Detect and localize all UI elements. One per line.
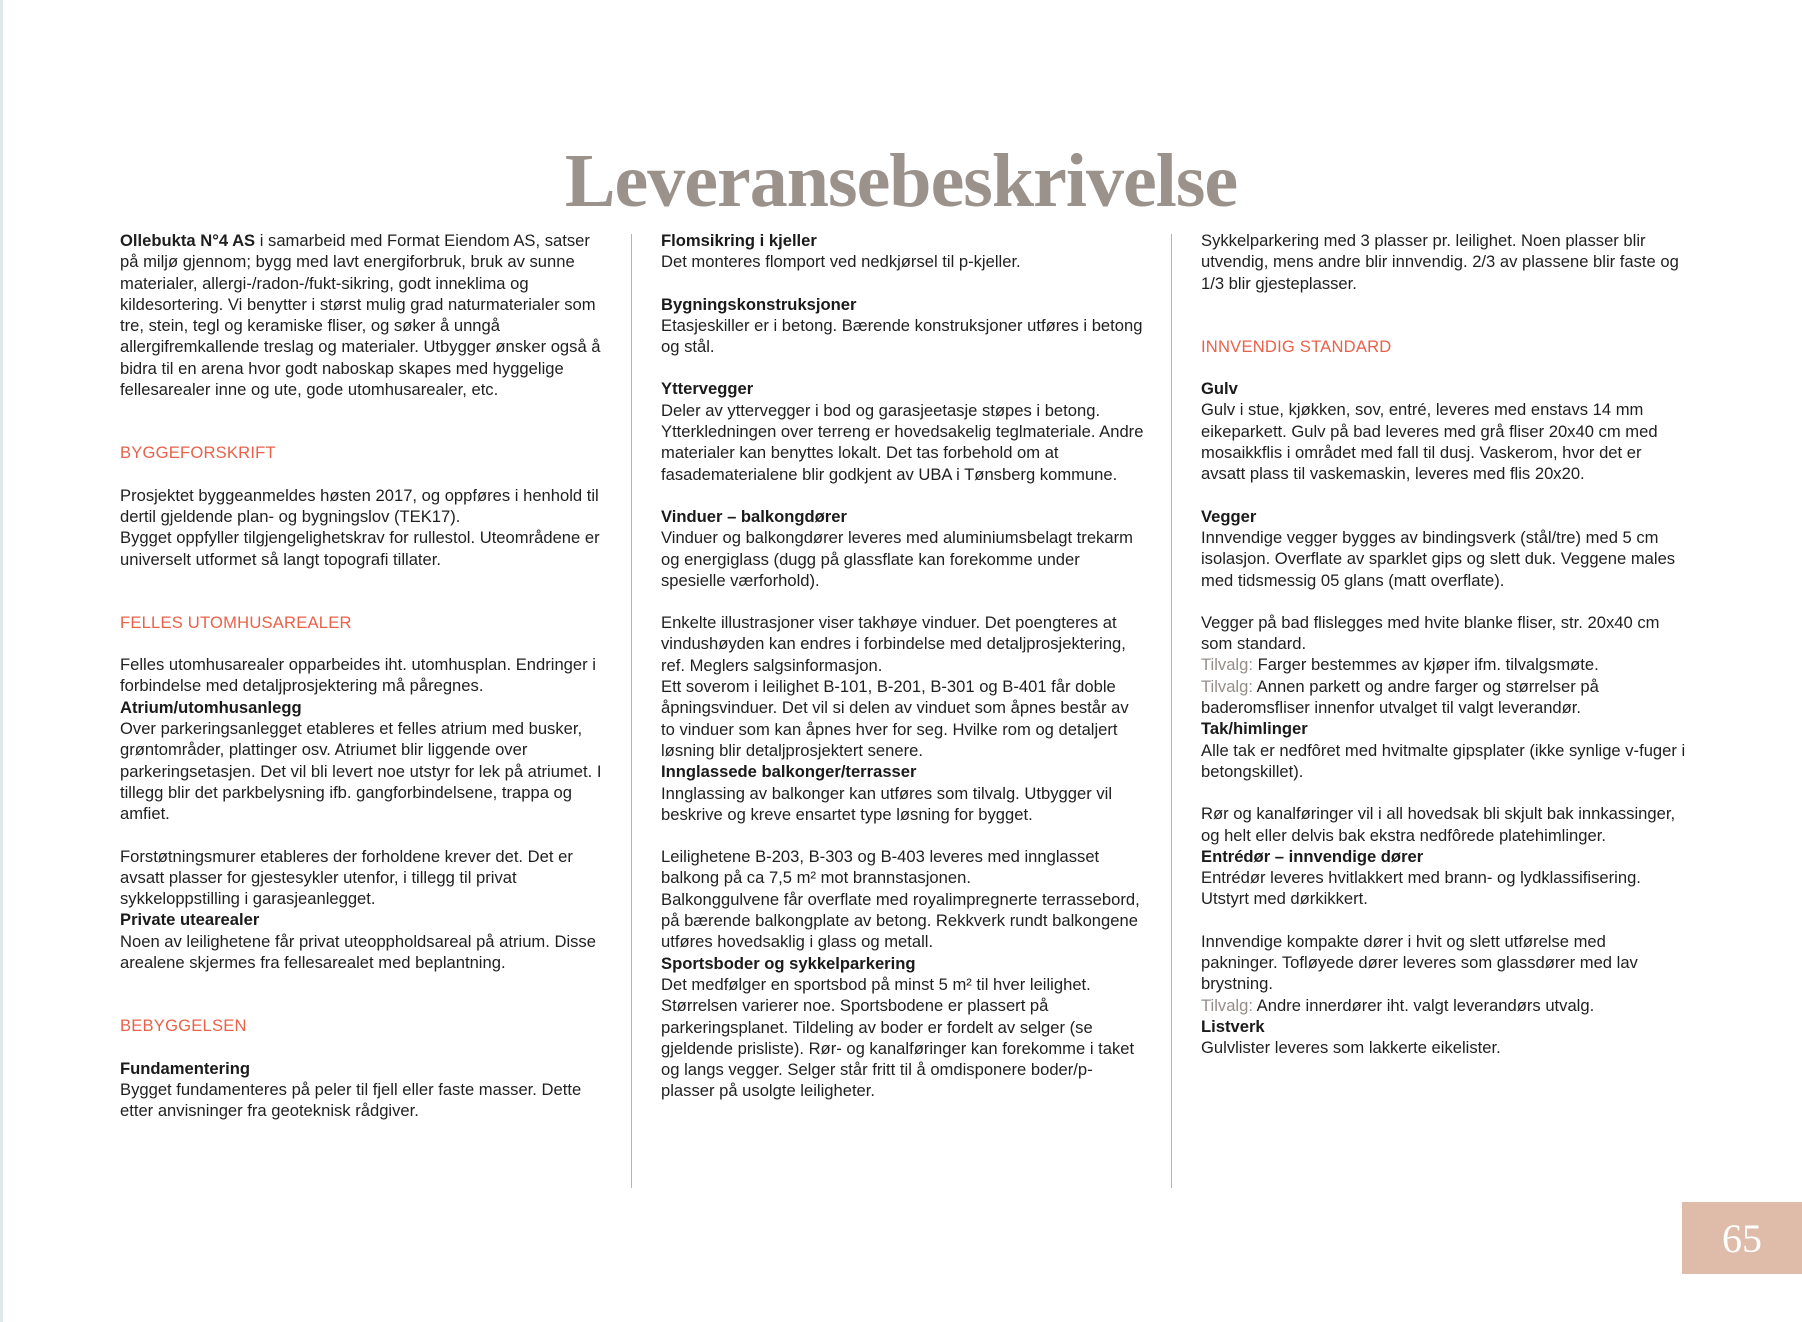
column-left <box>120 230 605 1143</box>
page-number: 65 <box>1682 1202 1802 1274</box>
paragraph: Prosjektet byggeanmeldes høsten 2017, og oppføres i henhold til dertil gjeldende plan- og bygningslov (TEK17). <box>120 485 599 526</box>
subsection-bygningskonstruksjoner <box>661 294 1146 358</box>
section-heading-innvendig-standard: INNVENDIG STANDARD <box>1201 336 1392 356</box>
section-heading-felles-utomhusarealer: FELLES UTOMHUSAREALER <box>120 612 352 632</box>
paragraph: Gulv i stue, kjøkken, sov, entré, leveres med enstavs 14 mm eikeparkett. Gulv på bad leveres med grå fliser 20x40 cm med mosaikkflis i området med fall til dusj. Vaskerom, hvor det er avsatt plass til vaskemaskin, leveres med flis 20x20. <box>1201 400 1658 484</box>
tilvalg-note: Tilvalg: Farger bestemmes av kjøper ifm. tilvalgsmøte. <box>1201 655 1599 675</box>
paragraph: Vinduer og balkongdører leveres med aluminiumsbelagt trekarm og energiglass (dugg på glassflate kan forekomme under spesielle værforhold). <box>661 528 1133 590</box>
tilvalg-note: Tilvalg: Andre innerdører iht. valgt leverandørs utvalg. <box>1201 995 1595 1015</box>
subheading: Innglassede balkonger/terrasser <box>661 762 917 782</box>
intro-paragraph: Ollebukta N°4 AS i samarbeid med Format Eiendom AS, satser på miljø gjennom; bygg med lavt energiforbruk, bruk av sunne materialer, allergi-/radon-/fukt-sikring, godt inneklima og kildesortering. Vi benytter i størst mulig grad naturmaterialer som tre, stein, tegl og keramiske fliser, og søker å unngå allergifremkallende treslag og materialer. Utbygger ønsker også å bidra til en arena hvor godt naboskap skapes med hyggelige fellesarealer inne og ute, gode utomhusarealer, etc. <box>120 231 601 400</box>
subheading: Flomsikring i kjeller <box>661 231 817 250</box>
paragraph: Etasjeskiller er i betong. Bærende konstruksjoner utføres i betong og stål. <box>661 315 1143 357</box>
paragraph: Ett soverom i leilighet B-101, B-201, B-301 og B-401 får doble åpningsvinduer. Det vil si delen av vinduet som åpnes består av to vinduer som kan åpnes hver for seg. Hvilke rom og detaljert løsning blir detaljprosjektert senere. <box>661 677 1129 760</box>
paragraph: Innvendige vegger bygges av bindingsverk (stål/tre) med 5 cm isolasjon. Overflate av sparklet gips og slett duk. Veggene males med tidsmessig 05 glans (matt overflate). <box>1201 527 1676 590</box>
paragraph: Over parkeringsanlegget etableres et felles atrium med busker, grøntområder, plattinger osv. Atriumet blir liggende over parkeringsetasjen. Det vil bli levert noe utstyr for lek på atriumet. I tillegg blir det parkbelysning ifb. gangforbindelsene, trappa og amfiet. <box>120 719 602 824</box>
paragraph: Bygget fundamenteres på peler til fjell eller faste masser. Dette etter anvisninger fra geoteknisk rådgiver. <box>120 1079 582 1121</box>
column-middle <box>661 230 1146 1123</box>
subsection-fundamentering <box>120 1058 605 1122</box>
paragraph: Gulvlister leveres som lakkerte eikelister. <box>1201 1038 1501 1058</box>
tilvalg-label: Tilvalg: <box>1201 676 1253 696</box>
subheading: Vegger <box>1201 506 1257 526</box>
subsection-vinduer <box>661 506 1146 591</box>
subsection-atrium <box>120 697 605 825</box>
subheading: Gulv <box>1201 379 1238 399</box>
paragraph: Noen av leilighetene får privat uteoppholdsareal på atrium. Disse arealene skjermes fra fellesarealet med beplantning. <box>120 931 596 973</box>
column-right <box>1201 230 1686 1080</box>
paragraph: Innglassing av balkonger kan utføres som tilvalg. Utbygger vil beskrive og kreve ensartet type løsning for bygget. <box>661 783 1113 824</box>
paragraph: Forstøtningsmurer etableres der forholdene krever det. Det er avsatt plasser for gjestesykler utenfor, i tillegg til privat sykkeloppstilling i garasjeanlegget. <box>120 846 573 909</box>
subsection-gulv <box>1201 378 1686 484</box>
subheading: Fundamentering <box>120 1058 250 1078</box>
subheading: Listverk <box>1201 1016 1265 1036</box>
company-name: Ollebukta N°4 AS <box>120 231 256 250</box>
paragraph: Det monteres flomport ved nedkjørsel til p-kjeller. <box>661 252 1021 272</box>
paragraph: Vegger på bad flislegges med hvite blanke fliser, str. 20x40 cm som standard. <box>1201 612 1660 654</box>
subheading: Entrédør – innvendige dører <box>1201 846 1424 866</box>
subheading: Yttervegger <box>661 379 754 399</box>
paragraph: Rør og kanalføringer vil i all hovedsak bli skjult bak innkassinger, og helt eller delvis bak ekstra nedfôrede platehimlinger. <box>1201 804 1676 845</box>
subheading: Tak/himlinger <box>1201 719 1308 739</box>
section-heading-bebyggelsen: BEBYGGELSEN <box>120 1016 247 1036</box>
paragraph: Deler av yttervegger i bod og garasjeetasje støpes i betong. Ytterkledningen over terreng er hovedsakelig teglmateriale. Andre materialer kan benyttes lokalt. Det tas forbehold om at fasadematerialene blir godkjent av UBA i Tønsberg kommune. <box>661 400 1144 484</box>
subheading: Bygningskonstruksjoner <box>661 294 857 314</box>
column-divider <box>1171 234 1172 1188</box>
subsection-innglassede-balkonger <box>661 761 1146 825</box>
subheading: Sportsboder og sykkelparkering <box>661 953 916 973</box>
subsection-flomsikring <box>661 230 1146 273</box>
subsection-yttervegger <box>661 378 1146 484</box>
paragraph: Enkelte illustrasjoner viser takhøye vinduer. Det poengteres at vindushøyden kan endres i forbindelse med detaljprosjektering, ref. Meglers salgsinformasjon. <box>661 613 1126 675</box>
paragraph: Sykkelparkering med 3 plasser pr. leilighet. Noen plasser blir utvendig, mens andre blir innvendig. 2/3 av plassene blir faste og 1/3 blir gjesteplasser. <box>1201 231 1679 293</box>
subsection-vegger <box>1201 506 1686 591</box>
paragraph: Innvendige kompakte dører i hvit og slett utførelse med pakninger. Tofløyede dører leveres som glassdører med lav brystning. <box>1201 931 1638 994</box>
section-heading-byggeforskrift: BYGGEFORSKRIFT <box>120 443 276 463</box>
subsection-private-utearealer <box>120 909 605 973</box>
subsection-entredor <box>1201 846 1686 910</box>
subheading: Vinduer – balkongdører <box>661 506 847 526</box>
paragraph: Felles utomhusarealer opparbeides iht. utomhusplan. Endringer i forbindelse med detaljprosjektering må påregnes. <box>120 655 596 696</box>
subsection-tak-himlinger <box>1201 718 1686 782</box>
paragraph: Bygget oppfyller tilgjengelighetskrav for rullestol. Uteområdene er universelt utformet så langt topografi tillater. <box>120 528 600 569</box>
paragraph: Det medfølger en sportsbod på minst 5 m² til hver leilighet. Størrelsen varierer noe. Sportsbodene er plassert på parkeringsplanet. Tildeling av boder er fordelt av selger (se gjeldende prisliste). Rør- og kanalføringer kan forekomme i taket og langs vegger. Selger står fritt til å omdisponere boder/p-plasser på usolgte leiligheter. <box>661 974 1135 1101</box>
subsection-sportsboder <box>661 953 1146 1102</box>
page-title: Leveransebeskrivelse <box>564 138 1238 223</box>
subheading: Private utearealer <box>120 910 260 930</box>
tilvalg-note: Tilvalg: Annen parkett og andre farger og størrelser på baderomsfliser innenfor utvalget til valgt leverandør. <box>1201 676 1599 718</box>
paragraph: Alle tak er nedfôret med hvitmalte gipsplater (ikke synlige v-fuger i betongskillet). <box>1201 740 1686 781</box>
paragraph: Balkonggulvene får overflate med royalimpregnerte terrassebord, på bærende balkongplate av betong. Rekkverk rundt balkongene utføres hovedsaklig i glass og metall. <box>661 889 1140 952</box>
subheading: Atrium/utomhusanlegg <box>120 697 302 717</box>
tilvalg-label: Tilvalg: <box>1201 655 1253 675</box>
column-divider <box>631 234 632 1188</box>
tilvalg-label: Tilvalg: <box>1201 995 1253 1015</box>
paragraph: Entrédør leveres hvitlakkert med brann- og lydklassifisering. Utstyrt med dørkikkert. <box>1201 868 1641 909</box>
paragraph: Leilighetene B-203, B-303 og B-403 leveres med innglasset balkong på ca 7,5 m² mot brannstasjonen. <box>661 847 1100 888</box>
subsection-listverk <box>1201 1016 1686 1059</box>
